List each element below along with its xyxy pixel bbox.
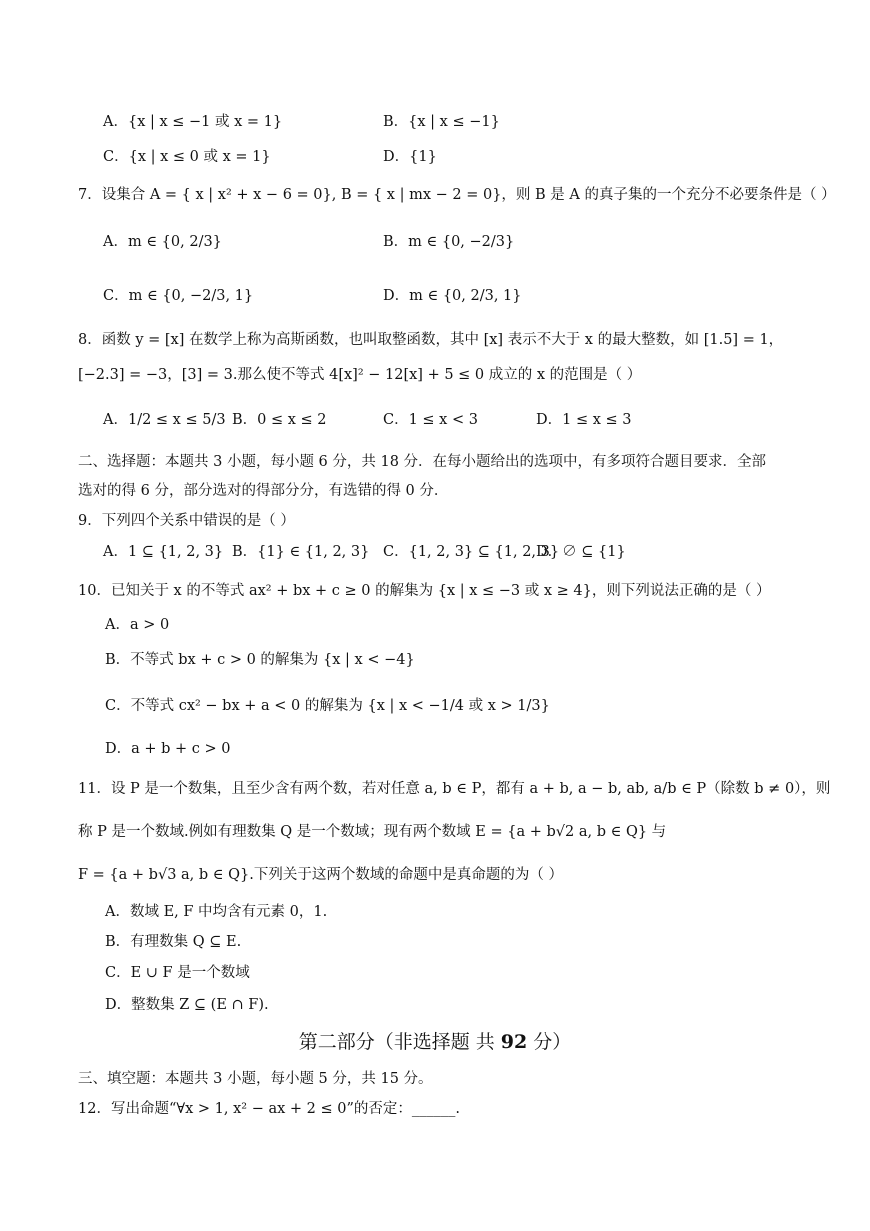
q8-option-d: D．1 ≤ x ≤ 3 (536, 412, 632, 428)
q10-option-b: B．不等式 bx + c > 0 的解集为 {x | x < −4} (105, 652, 415, 668)
q8-option-c: C．1 ≤ x < 3 (383, 412, 478, 428)
q8-stem-line1: 8．函数 y = [x] 在数学上称为高斯函数，也叫取整函数，其中 [x] 表示不大于 x 的最大整数，如 [1.5] = 1， (78, 332, 784, 348)
q11-option-b: B．有理数集 Q ⊆ E. (105, 934, 242, 950)
q10-stem: 10．已知关于 x 的不等式 ax² + bx + c ≥ 0 的解集为 {x | x ≤ −3 或 x ≥ 4}，则下列说法正确的是（ ） (78, 583, 771, 599)
q9-option-b: B．{1} ∈ {1, 2, 3} (232, 544, 370, 560)
q9-option-d: D．∅ ⊆ {1} (536, 544, 626, 560)
q7-stem: 7．设集合 A = { x | x² + x − 6 = 0}, B = { x | mx − 2 = 0}，则 B 是 A 的真子集的一个充分不必要条件是（ ） (78, 187, 836, 203)
q11-option-a: A．数域 E, F 中均含有元素 0，1. (105, 904, 328, 920)
section2-title-prefix: 第二部分（非选择题 共 (298, 1031, 501, 1053)
q9-option-a: A．1 ⊆ {1, 2, 3} (103, 544, 224, 560)
q10-option-d: D．a + b + c > 0 (105, 741, 231, 757)
part3-instructions: 三、填空题：本题共 3 小题，每小题 5 分，共 15 分。 (78, 1071, 433, 1087)
q6-option-a: A．{x | x ≤ −1 或 x = 1} (103, 114, 283, 130)
q6-option-c: C．{x | x ≤ 0 或 x = 1} (103, 149, 271, 165)
q11-option-d: D．整数集 Z ⊆ (E ∩ F). (105, 997, 269, 1013)
q8-option-a: A．1/2 ≤ x ≤ 5/3 (103, 412, 226, 428)
q10-option-a: A．a > 0 (105, 617, 170, 633)
section2-title (0, 1030, 870, 1054)
section2-title-suffix: 分） (527, 1031, 572, 1053)
q8-option-b: B．0 ≤ x ≤ 2 (232, 412, 327, 428)
q11-option-c: C．E ∪ F 是一个数域 (105, 965, 250, 981)
q7-option-a: A．m ∈ {0, 2/3} (103, 234, 222, 250)
q12-stem: 12．写出命题“∀x > 1, x² − ax + 2 ≤ 0”的否定：______. (78, 1101, 460, 1117)
q7-option-d: D．m ∈ {0, 2/3, 1} (383, 288, 522, 304)
q7-option-c: C．m ∈ {0, −2/3, 1} (103, 288, 254, 304)
part2-instructions-line1: 二、选择题：本题共 3 小题，每小题 6 分，共 18 分．在每小题给出的选项中，有多项符合题目要求．全部 (78, 454, 767, 470)
part2-instructions-line2: 选对的得 6 分，部分选对的得部分分，有选错的得 0 分． (78, 483, 449, 499)
section2-score: 92 (500, 1031, 528, 1053)
q7-option-b: B．m ∈ {0, −2/3} (383, 234, 515, 250)
q10-option-c: C．不等式 cx² − bx + a < 0 的解集为 {x | x < −1/4 或 x > 1/3} (105, 698, 550, 714)
q11-stem-line2: 称 P 是一个数域.例如有理数集 Q 是一个数域；现有两个数域 E = {a + b√2 a, b ∈ Q} 与 (78, 824, 667, 840)
q6-option-b: B．{x | x ≤ −1} (383, 114, 500, 130)
q11-stem-line3: F = {a + b√3 a, b ∈ Q}.下列关于这两个数域的命题中是真命题的为（ ） (78, 867, 563, 883)
q6-option-d: D．{1} (383, 149, 437, 165)
q9-option-c: C．{1, 2, 3} ⊆ {1, 2, 3} (383, 544, 560, 560)
q11-stem-line1: 11．设 P 是一个数集，且至少含有两个数，若对任意 a, b ∈ P，都有 a + b, a − b, ab, a/b ∈ P（除数 b ≠ 0），则 (78, 781, 831, 797)
q9-stem: 9．下列四个关系中错误的是（ ） (78, 513, 295, 529)
q8-stem-line2: [−2.3] = −3，[3] = 3.那么使不等式 4[x]² − 12[x] + 5 ≤ 0 成立的 x 的范围是（ ） (78, 367, 642, 383)
